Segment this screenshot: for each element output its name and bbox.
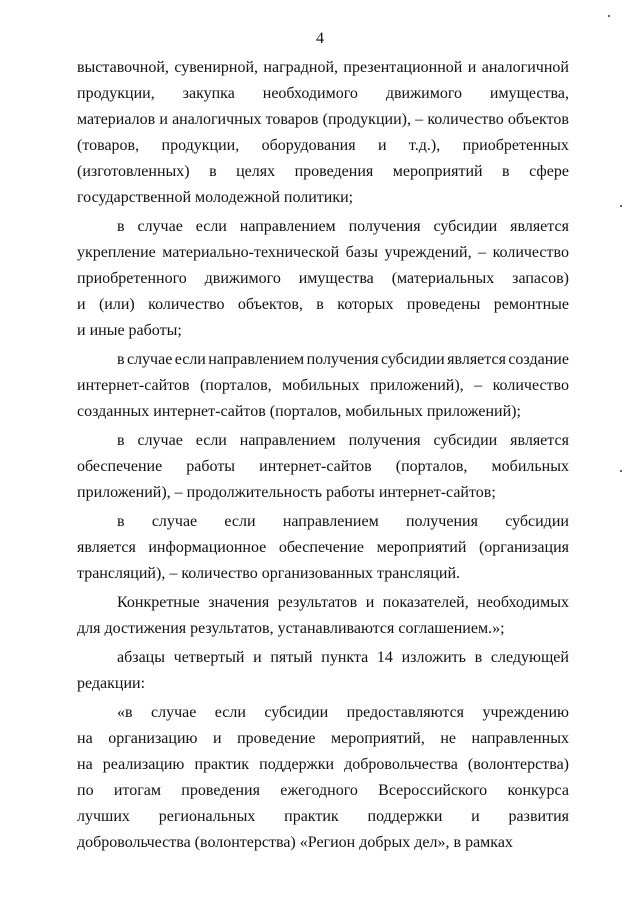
text-line [77,107,569,133]
document-body [77,55,569,856]
paragraph [77,428,569,506]
text-line [77,752,569,778]
word: мобильных [282,377,360,394]
word: продукции, [161,137,240,154]
word: устанавливаются [277,620,395,637]
word: на [77,756,93,773]
word: движимого [385,85,462,102]
text-line [77,778,569,804]
word: работы [326,484,375,501]
word: результатов, [190,620,274,637]
word: материалов [77,111,156,128]
word: направлением [239,218,336,235]
word: (изготовленных) [77,163,190,180]
word: и [377,137,387,154]
word: мероприятий, [330,730,425,747]
word: лучших [77,808,130,825]
word: – [478,244,487,261]
word: (порталов, [395,458,468,475]
word: «Регион [299,834,356,851]
word: приложений), [369,377,464,394]
word: соглашением.»; [398,620,505,637]
word: в [209,163,217,180]
word: в [117,513,125,530]
word: практик [194,756,250,773]
word: иные [89,322,125,339]
word: если [174,351,206,368]
word: случае [126,351,173,368]
word: (или) [98,296,135,313]
word: в [117,218,125,235]
text-line [77,428,569,454]
word: трансляций), [77,565,166,582]
word: закупка [182,85,235,102]
word: интернет-сайтов; [378,484,496,501]
word: количество [427,111,504,128]
word: и [77,322,86,339]
word: является [510,432,569,449]
word: обеспечение [278,539,365,556]
word: товаров [265,111,319,128]
word: ремонтные [493,296,569,313]
word: трансляций. [377,565,461,582]
text-line [77,240,569,266]
word: (организация [478,539,569,556]
word: добровольчества [77,834,191,851]
word: дел», [414,834,450,851]
word: является [447,351,506,368]
word: субсидии [380,351,445,368]
word: и [213,730,222,747]
word: в [117,351,125,368]
word: на [77,730,93,747]
word: имущества, [489,85,569,102]
word: т.д.), [408,137,441,154]
word: по [77,782,94,799]
word: проведение [237,730,316,747]
text-line [77,509,569,535]
text-line [77,726,569,752]
scan-speck [620,205,622,207]
word: базы [345,244,378,261]
word: (волонтерства) [467,756,569,773]
text-line [77,671,569,697]
word: субсидии [433,432,498,449]
word: количество [492,377,569,394]
word: – [174,484,183,501]
word: для [77,620,101,637]
word: пункта [321,649,369,666]
word: пятый [270,649,313,666]
word: организованных [261,565,374,582]
word: (материальных [391,270,495,287]
text-line [77,81,569,107]
text-line [77,830,569,856]
word: приложений); [426,403,521,420]
word: случае [151,513,198,530]
paragraph [77,347,569,425]
word: случае [151,704,197,721]
word: объектов [507,111,569,128]
text-line [77,804,569,830]
word: изложить [401,649,466,666]
text-line [77,159,569,185]
text-line [77,535,569,561]
word: если [224,513,256,530]
word: если [195,218,227,235]
paragraph [77,509,569,587]
word: создание [508,351,569,368]
word: не [440,730,456,747]
word: созданных [77,403,150,420]
scan-speck [608,15,610,17]
word: субсидии [264,704,329,721]
word: – [169,565,178,582]
word: Всероссийского [378,782,488,799]
word: презентационной [343,59,463,76]
word: реализацию [102,756,185,773]
word: конкурса [507,782,569,799]
text-line [77,318,569,344]
word: приобретенного [77,270,187,287]
word: добровольчества [344,756,458,773]
text-line [77,700,569,726]
word: показателей, [382,594,469,611]
word: мобильных [491,458,569,475]
word: «в [117,704,133,721]
word: итогам [113,782,161,799]
paragraph [77,590,569,642]
word: необходимого [262,85,358,102]
word: организацию [108,730,198,747]
word: и [467,59,477,76]
word: (товаров, [77,137,140,154]
word: случае [137,218,183,235]
word: приобретенных [462,137,569,154]
word: сфере [529,163,569,180]
text-line [77,399,569,425]
word: количество [148,296,225,313]
word: обеспечение [77,458,163,475]
word: получения [306,351,379,368]
word: – [415,111,424,128]
word: в [474,649,483,666]
text-line [77,185,569,211]
word: достижения [104,620,187,637]
word: в [502,163,510,180]
word: мобильных [345,403,423,420]
text-line [77,214,569,240]
word: работы [186,458,236,475]
word: результатов [277,594,358,611]
word: и [471,808,480,825]
word: получения [348,432,421,449]
word: выставочной, [77,59,169,76]
word: субсидии [433,218,498,235]
word: объектов, [237,296,303,313]
word: рамках [465,834,513,851]
word: – [474,377,483,394]
text-line [77,616,569,642]
text-line [77,347,569,373]
word: получения [405,513,478,530]
word: (продукции), [322,111,411,128]
word: развития [508,808,569,825]
word: сувенирной, [174,59,259,76]
page-number: 4 [316,30,324,47]
paragraph [77,700,569,856]
word: учреждению [482,704,569,721]
word: оборудования [261,137,356,154]
word: случае [137,432,183,449]
word: в [453,834,462,851]
word: проведения [181,782,260,799]
word: имущества [298,270,374,287]
paragraph [77,214,569,344]
text-line [77,292,569,318]
word: и [77,296,86,313]
word: интернет-сайтов [77,377,190,394]
word: продукции, [77,85,155,102]
word: Конкретные [117,594,200,611]
word: мероприятий [376,539,467,556]
word: предоставляются [346,704,465,721]
word: укрепление [77,244,156,261]
word: которых [337,296,394,313]
paragraph [77,645,569,697]
word: поддержки [259,756,335,773]
word: материально-технической [162,244,340,261]
word: в [117,432,125,449]
word: и [253,649,262,666]
word: ежегодного [280,782,358,799]
word: (волонтерства) [194,834,296,851]
word: направлением [239,432,336,449]
word: аналогичной [481,59,569,76]
word: работы; [128,322,182,339]
word: информационное [148,539,267,556]
word: значения [208,594,270,611]
word: целях [236,163,276,180]
word: проведения [294,163,374,180]
word: поддержки [367,808,443,825]
word: региональных [158,808,256,825]
word: государственной [77,189,192,206]
word: если [214,704,246,721]
text-line [77,480,569,506]
word: продолжительность [186,484,323,501]
text-line [77,561,569,587]
word: 14 [376,649,393,666]
word: получения [348,218,421,235]
word: интернет-сайтов [259,458,372,475]
text-line [77,55,569,81]
word: следующей [490,649,569,666]
word: и [159,111,168,128]
word: (порталов, [199,377,272,394]
word: субсидии [505,513,569,530]
word: практик [284,808,339,825]
word: если [195,432,227,449]
word: необходимых [477,594,569,611]
word: количество [181,565,258,582]
word: интернет-сайтов [153,403,266,420]
word: (порталов, [269,403,342,420]
word: является [510,218,569,235]
scan-speck [620,470,622,472]
word: абзацы [117,649,165,666]
word: политики; [283,189,354,206]
word: мероприятий [392,163,483,180]
word: учреждений, [384,244,472,261]
paragraph [77,55,569,211]
word: и [365,594,375,611]
text-line [77,454,569,480]
word: количество [492,244,569,261]
word: направлением [208,351,305,368]
word: в [316,296,324,313]
word: аналогичных [172,111,262,128]
word: проведены [406,296,481,313]
word: наградной, [263,59,339,76]
word: движимого [204,270,281,287]
word: направленных [471,730,569,747]
word: запасов) [512,270,569,287]
word: приложений), [77,484,171,501]
word: редакции: [77,675,146,692]
word: молодежной [195,189,280,206]
word: четвертый [173,649,245,666]
word: направлением [282,513,379,530]
word: добрых [359,834,411,851]
word: является [77,539,136,556]
text-line [77,645,569,671]
text-line [77,590,569,616]
text-line [77,373,569,399]
text-line [77,133,569,159]
text-line [77,266,569,292]
